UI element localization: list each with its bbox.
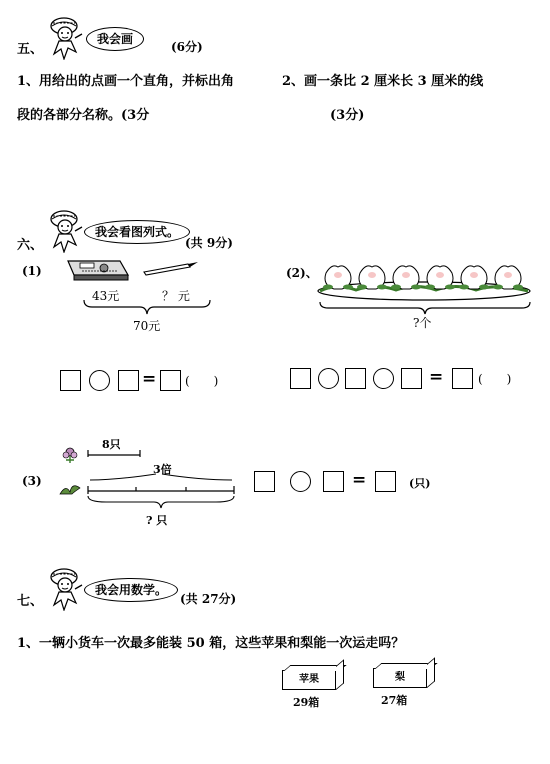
answer-box[interactable] — [254, 471, 275, 492]
p3-seg-label: 8只 — [102, 438, 121, 451]
section-5-bubble: 我会画 — [86, 27, 144, 51]
q5-2-score: (3分) — [330, 108, 365, 123]
p1-label: (1) — [22, 264, 42, 278]
p3-short-segment — [86, 449, 146, 459]
p2-label: (2)、 — [286, 266, 318, 280]
section-7-score: (共 27分) — [180, 592, 237, 606]
q5-1-line2: 段的各部分名称。(3分 — [17, 108, 150, 123]
p2-plate-with-peaches — [316, 257, 534, 303]
equals-sign: = — [429, 367, 444, 387]
operator-circle[interactable] — [89, 370, 110, 391]
answer-box[interactable] — [345, 368, 366, 389]
p1-total-brace — [82, 298, 212, 316]
flower-icon — [60, 444, 80, 464]
p3-label: (3) — [22, 474, 42, 488]
operator-circle[interactable] — [373, 368, 394, 389]
section-7-bubble: 我会用数学。 — [84, 578, 178, 602]
q7-1-text: 1、一辆小货车一次最多能装 50 箱，这些苹果和梨能一次运走吗？ — [17, 636, 405, 651]
crate-pear-count: 27箱 — [381, 694, 408, 707]
section-6-number: 六、 — [17, 238, 44, 253]
operator-circle[interactable] — [318, 368, 339, 389]
section-7-number: 七、 — [17, 594, 44, 609]
equals-sign: = — [352, 470, 367, 490]
p3-unknown-label: ? 只 — [146, 514, 168, 527]
grass-icon — [58, 480, 82, 496]
answer-box[interactable] — [323, 471, 344, 492]
p2-total: ?个 — [413, 316, 432, 330]
mascot-icon — [44, 14, 86, 60]
pen-icon — [142, 260, 200, 276]
crate-apple-count: 29箱 — [293, 696, 320, 709]
equals-sign: = — [142, 369, 157, 389]
answer-box[interactable] — [118, 370, 139, 391]
answer-box[interactable] — [375, 471, 396, 492]
q5-2-line1: 2、画一条比 2 厘米长 3 厘米的线 — [282, 74, 484, 89]
p1-price-unknown: ？ 元 — [162, 289, 190, 303]
crate-apple: 苹果 — [282, 670, 336, 690]
answer-box[interactable] — [401, 368, 422, 389]
calculator-icon — [62, 255, 130, 283]
p2-unit-paren[interactable]: ( ) — [478, 372, 512, 386]
mascot-icon — [44, 565, 86, 611]
mascot-icon — [44, 207, 86, 253]
section-5-score: (6分) — [171, 40, 203, 54]
crate-pear: 梨 — [373, 668, 427, 688]
answer-box[interactable] — [452, 368, 473, 389]
p3-long-segment — [86, 472, 238, 510]
section-5-number: 五、 — [17, 42, 44, 57]
operator-circle[interactable] — [290, 471, 311, 492]
p3-times-label: 3倍 — [153, 463, 172, 476]
q5-1-line1: 1、用给出的点画一个直角，并标出角 — [17, 74, 235, 89]
p3-unit-paren: (只) — [409, 477, 431, 490]
p1-total: 70元 — [133, 319, 161, 333]
section-6-bubble: 我会看图列式。 — [84, 220, 190, 244]
answer-box[interactable] — [60, 370, 81, 391]
p1-unit-paren[interactable]: ( ) — [185, 374, 219, 388]
section-6-score: (共 9分) — [185, 236, 233, 250]
answer-box[interactable] — [160, 370, 181, 391]
answer-box[interactable] — [290, 368, 311, 389]
p1-price-known: 43元 — [92, 289, 120, 303]
